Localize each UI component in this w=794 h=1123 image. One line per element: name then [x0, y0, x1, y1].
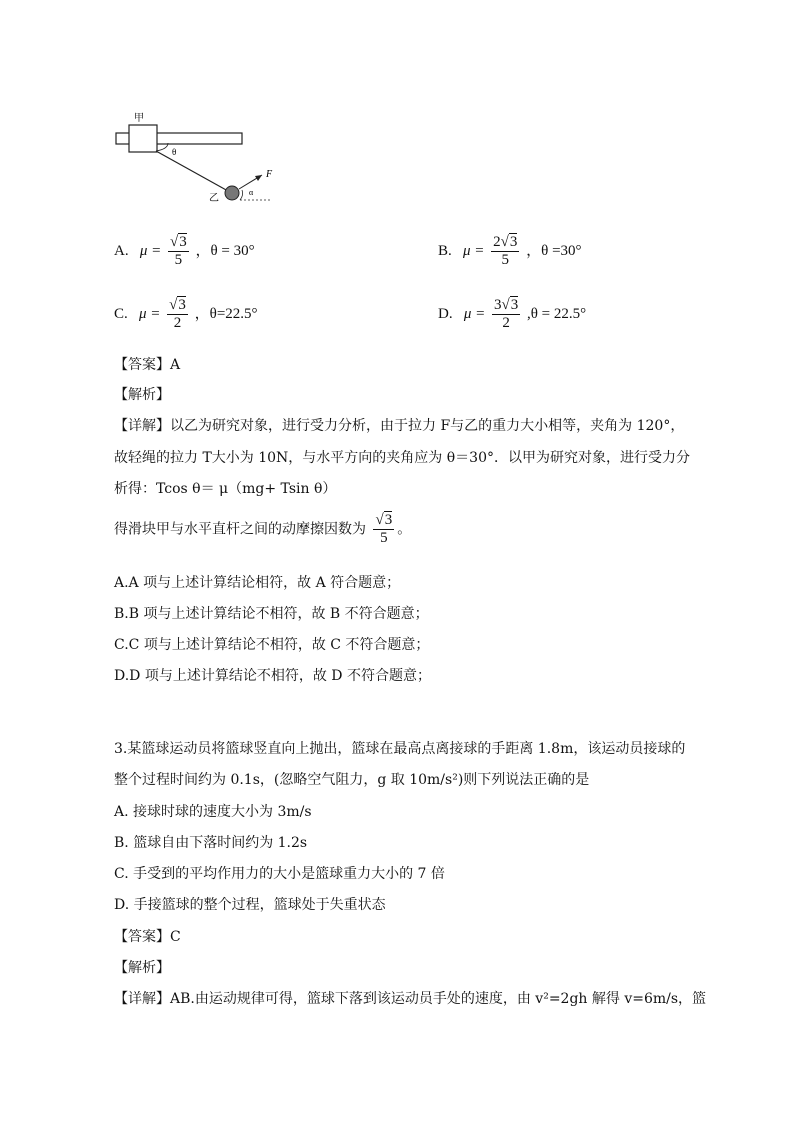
conclusion-a: A.A 项与上述计算结论相符，故 A 符合题意； [114, 575, 401, 591]
q3-option-c: C. 手受到的平均作用力的大小是篮球重力大小的 7 倍 [114, 866, 445, 882]
fraction: $\frac{√3}{5}$ [375, 512, 393, 546]
fraction: $\frac{√3}{2}$ [169, 297, 186, 331]
answer-q2: 【答案】A [114, 357, 181, 373]
fraction: $\frac{2√3}{5}$ [493, 234, 518, 268]
q3-stem-line1: 3.某篮球运动员将篮球竖直向上抛出，篮球在最高点离接球的手距离 1.8m，该运动员接球的 [114, 741, 686, 757]
q3-option-a: A. 接球时球的速度大小为 3m/s [114, 804, 312, 820]
option-d: D. μ = $\frac{3√3}{2}$ ,θ = 22.5° [438, 297, 587, 331]
answer-q3: 【答案】C [114, 929, 181, 945]
label-yi: 乙 [209, 193, 219, 204]
option-a: A. μ = $\frac{√3}{5}$ ，θ = 30° [114, 234, 255, 268]
q3-option-b: B. 篮球自由下落时间约为 1.2s [114, 835, 308, 851]
detail-q3: 【详解】AB.由运动规律可得，篮球下落到该运动员手处的速度，由 v²=2gh 解得 v=6m/s，篮 [114, 991, 707, 1007]
label-F: F [266, 169, 273, 180]
conclusion-b: B.B 项与上述计算结论不相符，故 B 不符合题意； [114, 606, 429, 622]
conclusion-d: D.D 项与上述计算结论不相符，故 D 不符合题意； [114, 668, 431, 684]
ball-yi [225, 186, 239, 200]
option-c: C. μ = $\frac{√3}{2}$ ，θ=22.5° [114, 297, 258, 331]
conclusion-c: C.C 项与上述计算结论不相符，故 C 不符合题意； [114, 637, 430, 653]
option-b: B. μ = $\frac{2√3}{5}$ ，θ =30° [438, 234, 582, 268]
label-jia: 甲 [134, 113, 144, 124]
result-q2: 得滑块甲与水平直杆之间的动摩擦因数为 $\frac{√3}{5}$ 。 [114, 512, 412, 546]
fraction: $\frac{√3}{5}$ [170, 234, 187, 268]
physics-figure [110, 105, 280, 205]
fraction: $\frac{3√3}{2}$ [494, 297, 519, 331]
label-alpha: α [249, 188, 254, 197]
light-rope [156, 151, 228, 191]
analysis-label-q2: 【解析】 [114, 387, 170, 403]
q3-stem-line2: 整个过程时间约为 0.1s，(忽略空气阻力，g 取 10m/s²)则下列说法正确的是 [114, 772, 590, 788]
slider-jia [129, 125, 157, 152]
label-theta: θ [172, 147, 177, 157]
detail-q2-line2: 故轻绳的拉力 T大小为 10N，与水平方向的夹角应为 θ＝30°．以甲为研究对象，进行受力分 [114, 450, 690, 466]
analysis-label-q3: 【解析】 [114, 960, 170, 976]
detail-q2-line3: 析得：Tcos θ＝ μ（mg+ Tsin θ） [114, 481, 337, 497]
detail-q2-line1: 【详解】以乙为研究对象，进行受力分析，由于拉力 F与乙的重力大小相等，夹角为 120°， [114, 418, 685, 434]
q3-option-d: D. 手接篮球的整个过程，篮球处于失重状态 [114, 897, 386, 913]
